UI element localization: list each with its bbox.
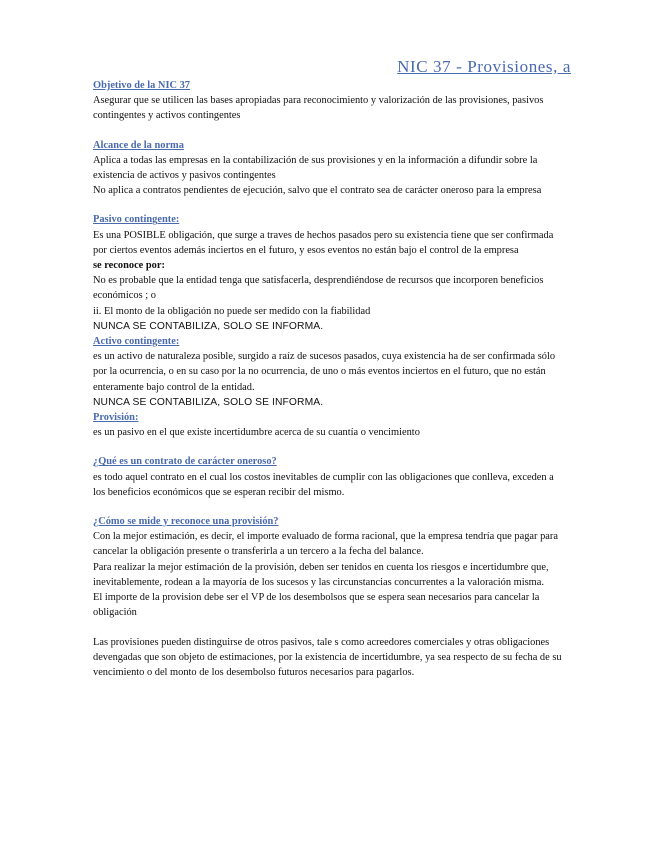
heading-medicion-provision: ¿Cómo se mide y reconoce una provisión? bbox=[93, 516, 279, 528]
final-paragraph: Las provisiones pueden distinguirse de otros pasivos, tale s como acreedores comerciales y otras obligaciones devengadas que son objeto de estimaciones, por la existencia de incertidumbre, ya sea respecto de su fecha de su vencimiento o del monto de los desembolso futuros necesarios para pagarlos. bbox=[93, 636, 562, 678]
mide-text-1: Con la mejor estimación, es decir, el importe evaluado de forma racional, que la empresa tendría que pagar para cancelar la obligación presente o transferirla a un tercero a la fecha del balance. bbox=[93, 531, 558, 558]
heading-objetivo: Objetivo de la NIC 37 bbox=[93, 80, 190, 91]
objetivo-text: Asegurar que se utilicen las bases apropiadas para reconocimiento y valorización de las provisiones, pasivos contingentes y activos contingentes bbox=[93, 95, 544, 122]
provision-text: es un pasivo en el que existe incertidumbre acerca de su cuantía o vencimiento bbox=[93, 427, 420, 439]
pasivo-label: se reconoce por: bbox=[93, 260, 165, 272]
document-title: NIC 37 - Provisiones, a bbox=[397, 57, 571, 76]
mide-text-3: El importe de la provision debe ser el VP de los desembolsos que se espera sean necesarios para cancelar la obligación bbox=[93, 592, 540, 619]
alcance-text-2: No aplica a contratos pendientes de ejecución, salvo que el contrato sea de carácter oneroso para la empresa bbox=[93, 185, 542, 197]
alcance-text-1: Aplica a todas las empresas en la contabilización de sus provisiones y en la información a difundir sobre la existencia de activos y pasivos contingentes bbox=[93, 154, 538, 182]
pasivo-text-2: No es probable que la entidad tenga que satisfacerla, desprendiéndose de recursos que incorporen beneficios económicos ; o bbox=[93, 275, 544, 302]
pasivo-text-3: ii. El monto de la obligación no puede ser medido con la fiabilidad bbox=[93, 305, 371, 317]
activo-text-1: es un activo de naturaleza posible, surgido a raíz de sucesos pasados, cuya existencia ha de ser confirmada sólo por la ocurrencia, o en su caso por la no ocurrencia, de uno o más eventos inciertos en el futuro, que no están enteramente bajo control de la entidad. bbox=[93, 351, 556, 393]
heading-alcance: Alcance de la norma bbox=[93, 139, 184, 151]
document-body bbox=[93, 78, 563, 680]
activo-note: NUNCA SE CONTABILIZA, SOLO SE INFORMA. bbox=[93, 396, 324, 408]
pasivo-text-1: Es una POSIBLE obligación, que surge a traves de hechos pasados pero su existencia tiene que ser confirmada por ciertos eventos además inciertos en el futuro, y esos eventos no están bajo el control de la empresa bbox=[93, 229, 554, 256]
oneroso-text: es todo aquel contrato en el cual los costos inevitables de cumplir con las obligaciones que conlleva, exceden a los beneficios económicos que se esperan recibir del mismo. bbox=[93, 471, 554, 498]
heading-provision: Provisión: bbox=[93, 412, 139, 424]
mide-text-2: Para realizar la mejor estimación de la provisión, deben ser tenidos en cuenta los riesgos e incertidumbre que, inevitablemente, rodean a la mayoría de los sucesos y las circunstancias concurrentes a la valoración misma. bbox=[93, 561, 549, 588]
heading-pasivo-contingente: Pasivo contingente: bbox=[93, 214, 180, 226]
pasivo-note: NUNCA SE CONTABILIZA, SOLO SE INFORMA. bbox=[93, 320, 324, 332]
heading-activo-contingente: Activo contingente: bbox=[93, 336, 180, 348]
heading-contrato-oneroso: ¿Qué es un contrato de carácter oneroso? bbox=[93, 456, 277, 468]
